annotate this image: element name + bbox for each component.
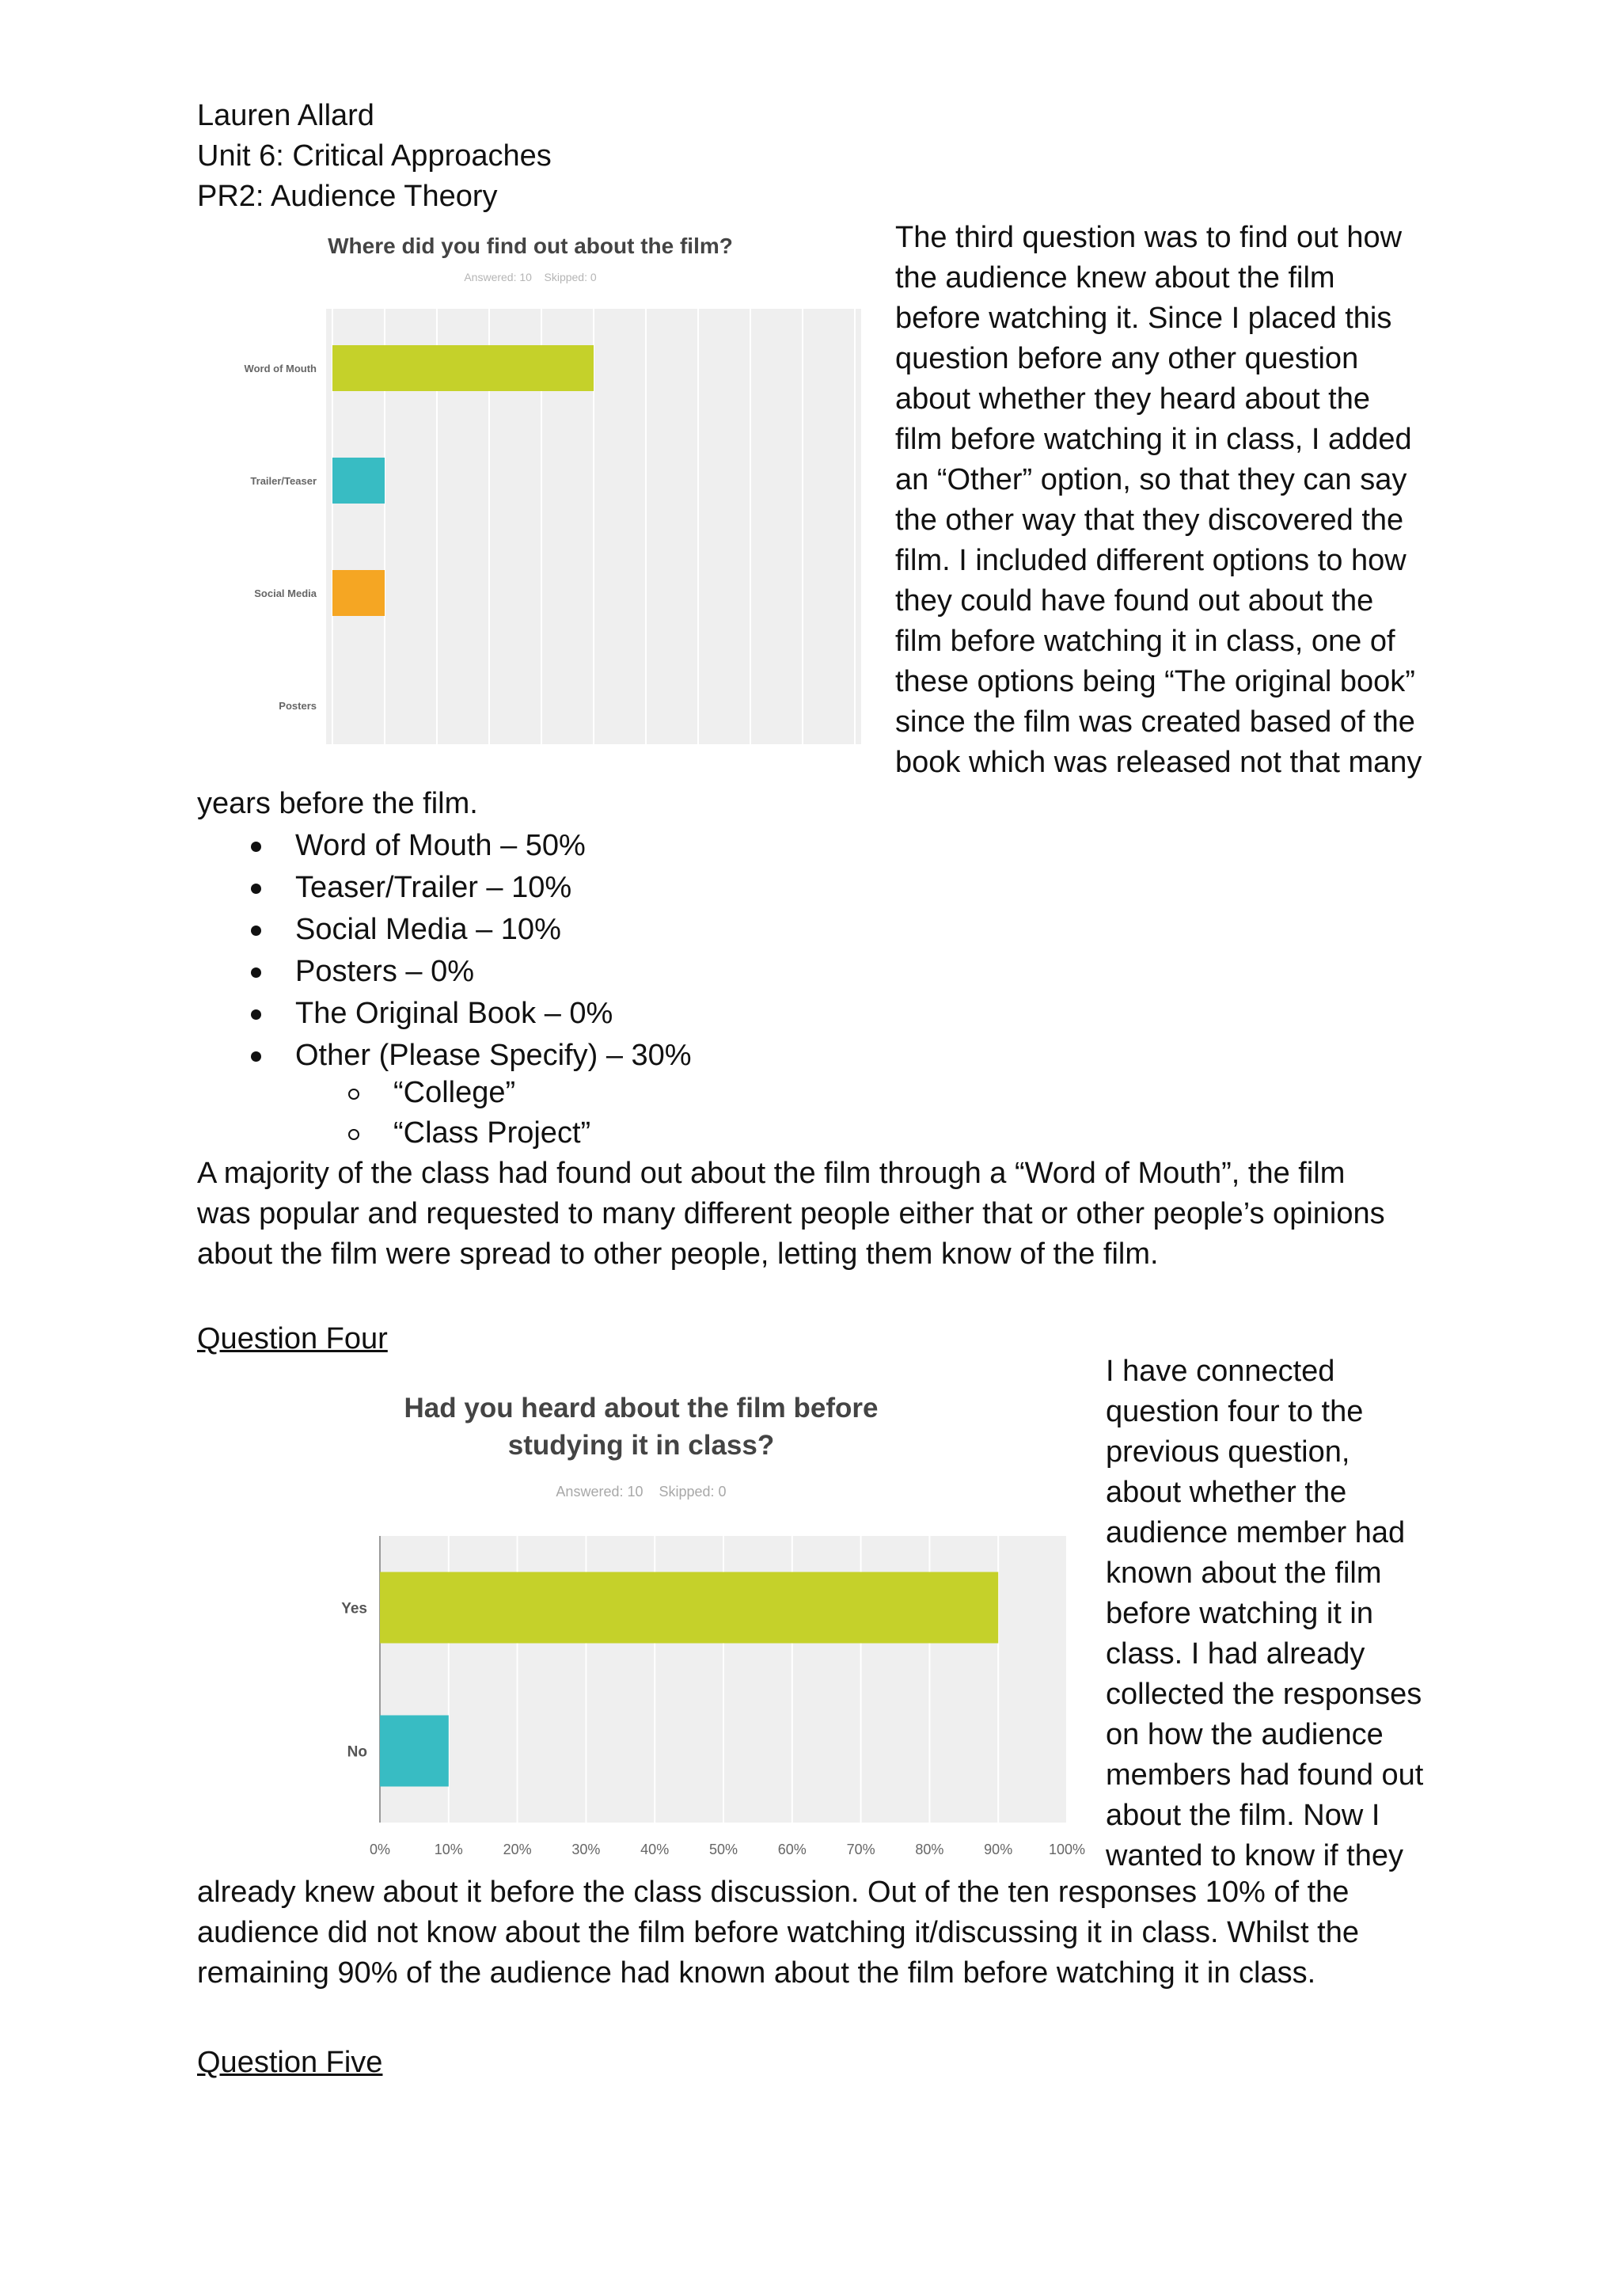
bullet-dot-icon: [251, 967, 261, 978]
sub-list-item: “College”: [393, 1076, 516, 1109]
author-name: Lauren Allard: [197, 99, 374, 132]
chart-where-found-film: [206, 222, 871, 744]
q3-side-line: film. I included different options to how: [895, 544, 1407, 577]
q4-summary-line: remaining 90% of the audience had known about the film before watching it in class.: [197, 1956, 1316, 1990]
list-item: Posters – 0%: [295, 955, 474, 988]
q3-side-line: an “Other” option, so that they can say: [895, 463, 1407, 496]
assignment-title: PR2: Audience Theory: [197, 180, 498, 213]
bullet-dot-icon: [251, 926, 261, 936]
chart2-bar: [380, 1572, 998, 1644]
bullet-dot-icon: [251, 1051, 261, 1062]
q3-side-line: book which was released not that many: [895, 746, 1422, 779]
chart1-subtitle: Answered: 10 Skipped: 0: [464, 271, 597, 283]
chart2-title-line-2: studying it in class?: [507, 1430, 775, 1461]
list-item: Social Media – 10%: [295, 913, 561, 946]
q3-side-line: about whether they heard about the: [895, 382, 1371, 416]
chart2-tick-label: 20%: [503, 1842, 532, 1857]
q3-continuation: years before the film.: [197, 787, 478, 820]
q3-side-line: since the film was created based of the: [895, 705, 1415, 739]
q3-side-line: they could have found out about the: [895, 584, 1374, 618]
chart2-tick-label: 90%: [984, 1842, 1013, 1857]
q3-side-line: the other way that they discovered the: [895, 504, 1404, 537]
chart2-tick-label: 10%: [434, 1842, 463, 1857]
q3-summary-line: about the film were spread to other people, letting them know of the film.: [197, 1237, 1159, 1271]
q4-side-line: I have connected: [1106, 1355, 1335, 1388]
chart-heard-before-class: [317, 1378, 1092, 1868]
q4-side-line: members had found out: [1106, 1758, 1424, 1792]
q3-side-line: question before any other question: [895, 342, 1359, 375]
q4-side-line: about the film. Now I: [1106, 1799, 1380, 1832]
chart1-title: Where did you find out about the film?: [328, 234, 733, 258]
chart2-tick-label: 0%: [369, 1842, 391, 1857]
bullet-circle-icon: [348, 1129, 359, 1140]
list-item: The Original Book – 0%: [295, 997, 613, 1030]
q4-side-line: wanted to know if they: [1106, 1839, 1403, 1872]
chart2-title-line-1: Had you heard about the film before: [404, 1393, 879, 1424]
q3-side-line: these options being “The original book”: [895, 665, 1415, 698]
q4-side-line: audience member had: [1106, 1516, 1406, 1549]
q4-side-line: collected the responses: [1106, 1678, 1422, 1711]
chart2-bar: [380, 1716, 449, 1787]
q4-side-line: before watching it in: [1106, 1597, 1373, 1630]
q3-summary-line: A majority of the class had found out about the film through a “Word of Mouth”, the film: [197, 1157, 1346, 1190]
q3-side-line: before watching it. Since I placed this: [895, 302, 1392, 335]
chart1-category-label: Trailer/Teaser: [250, 475, 317, 487]
q4-side-line: previous question,: [1106, 1435, 1350, 1469]
q4-side-line: known about the film: [1106, 1557, 1382, 1590]
q4-summary-line: already knew about it before the class discussion. Out of the ten responses 10% of the: [197, 1876, 1350, 1909]
chart1-category-label: Word of Mouth: [244, 363, 317, 374]
chart2-category-label: Yes: [341, 1600, 367, 1617]
q3-side-line: film before watching it in class, I added: [895, 423, 1412, 456]
q3-side-line: film before watching it in class, one of: [895, 625, 1395, 658]
bullet-circle-icon: [348, 1089, 359, 1100]
q4-side-line: about whether the: [1106, 1476, 1347, 1509]
q4-side-line: class. I had already: [1106, 1637, 1365, 1671]
q4-side-line: on how the audience: [1106, 1718, 1384, 1751]
chart2-tick-label: 30%: [571, 1842, 601, 1857]
chart2-tick-label: 80%: [915, 1842, 944, 1857]
chart2-tick-label: 100%: [1048, 1842, 1086, 1857]
chart2-tick-label: 40%: [640, 1842, 670, 1857]
bullet-dot-icon: [251, 884, 261, 894]
chart2-category-label: No: [347, 1743, 367, 1761]
chart2-tick-label: 70%: [846, 1842, 875, 1857]
list-item: Word of Mouth – 50%: [295, 829, 586, 862]
chart1-category-label: Posters: [279, 700, 317, 712]
q3-summary-line: was popular and requested to many different people either that or other people’s opinions: [197, 1197, 1385, 1230]
question-five-heading: Question Five: [197, 2046, 383, 2079]
q4-side-line: question four to the: [1106, 1395, 1364, 1428]
chart2-tick-label: 50%: [708, 1842, 738, 1857]
list-item: Teaser/Trailer – 10%: [295, 871, 572, 904]
chart1-category-label: Social Media: [254, 587, 317, 599]
chart1-bar: [332, 345, 594, 391]
question-four-heading: Question Four: [197, 1322, 388, 1355]
chart1-bar: [332, 458, 385, 504]
chart2-subtitle: Answered: 10 Skipped: 0: [556, 1484, 727, 1500]
bullet-dot-icon: [251, 1009, 261, 1020]
bullet-dot-icon: [251, 842, 261, 852]
q3-side-line: The third question was to find out how: [895, 221, 1403, 254]
list-item: Other (Please Specify) – 30%: [295, 1039, 692, 1072]
chart1-bar: [332, 570, 385, 616]
chart2-tick-label: 60%: [777, 1842, 807, 1857]
q4-summary-line: audience did not know about the film before watching it/discussing it in class. Whilst the: [197, 1916, 1359, 1949]
q3-side-line: the audience knew about the film: [895, 261, 1335, 295]
unit-title: Unit 6: Critical Approaches: [197, 139, 552, 173]
sub-list-item: “Class Project”: [393, 1116, 591, 1150]
